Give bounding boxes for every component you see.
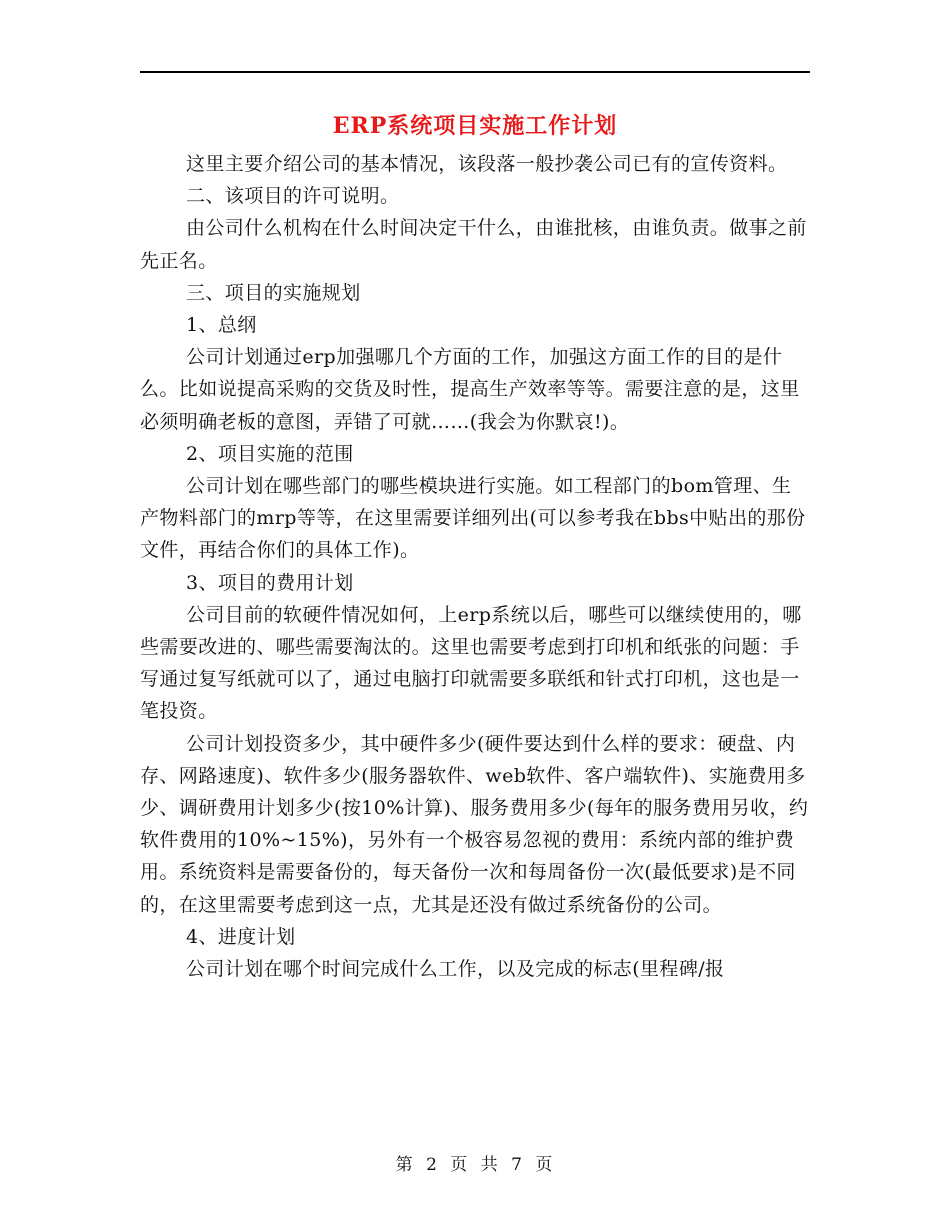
heading-scope: 2、项目实施的范围: [186, 442, 354, 465]
document-title: ERP系统项目实施工作计划: [332, 113, 618, 139]
header-rule: [140, 71, 810, 73]
paragraph-outline: 公司计划通过erp加强哪几个方面的工作，加强这方面工作的目的是什么。比如说提高采购的交货及时性，提高生产效率等等。需要注意的是，这里必须明确老板的意图，弄错了可就……(我会为你默哀!)。: [140, 346, 800, 433]
paragraph-hardware-status: 公司目前的软硬件情况如何，上erp系统以后，哪些可以继续使用的，哪些需要改进的、哪些需要淘汰的。这里也需要考虑到打印机和纸张的问题：手写通过复写纸就可以了，通过电脑打印就需要多联纸和针式打印机，这也是一笔投资。: [140, 603, 802, 723]
heading-implementation-plan: 三、项目的实施规划: [186, 281, 361, 304]
paragraph-investment: 公司计划投资多少，其中硬件多少(硬件要达到什么样的要求：硬盘、内存、网路速度)、软件多少(服务器软件、web软件、客户端软件)、实施费用多少、调研费用计划多少(按10%计算)、服务费用多少(每年的服务费用另收，约软件费用的10%~15%)，另外有一个极容易忽视的费用：系统内部的维护费用。系统资料是需要备份的，每天备份一次和每周备份一次(最低要求)是不同的，在这里需要考虑到这一点，尤其是还没有做过系统备份的公司。: [140, 732, 809, 916]
heading-schedule: 4、进度计划: [186, 925, 296, 948]
heading-license: 二、该项目的许可说明。: [186, 185, 400, 208]
heading-outline: 1、总纲: [186, 314, 257, 337]
paragraph-company-intro: 这里主要介绍公司的基本情况，该段落一般抄袭公司已有的宣传资料。: [186, 153, 788, 175]
paragraph-scope: 公司计划在哪些部门的哪些模块进行实施。如工程部门的bom管理、生产物料部门的mrp等等，在这里需要详细列出(可以参考我在bbs中贴出的那份文件，再结合你们的具体工作)。: [140, 475, 806, 562]
page-number: 第 2 页 共 7 页: [395, 1155, 555, 1175]
heading-cost-plan: 3、项目的费用计划: [186, 571, 354, 594]
document-body: [140, 148, 810, 985]
paragraph-schedule: 公司计划在哪个时间完成什么工作，以及完成的标志(里程碑/报: [186, 958, 725, 981]
paragraph-license: 由公司什么机构在什么时间决定干什么，由谁批核，由谁负责。做事之前先正名。: [140, 217, 807, 272]
